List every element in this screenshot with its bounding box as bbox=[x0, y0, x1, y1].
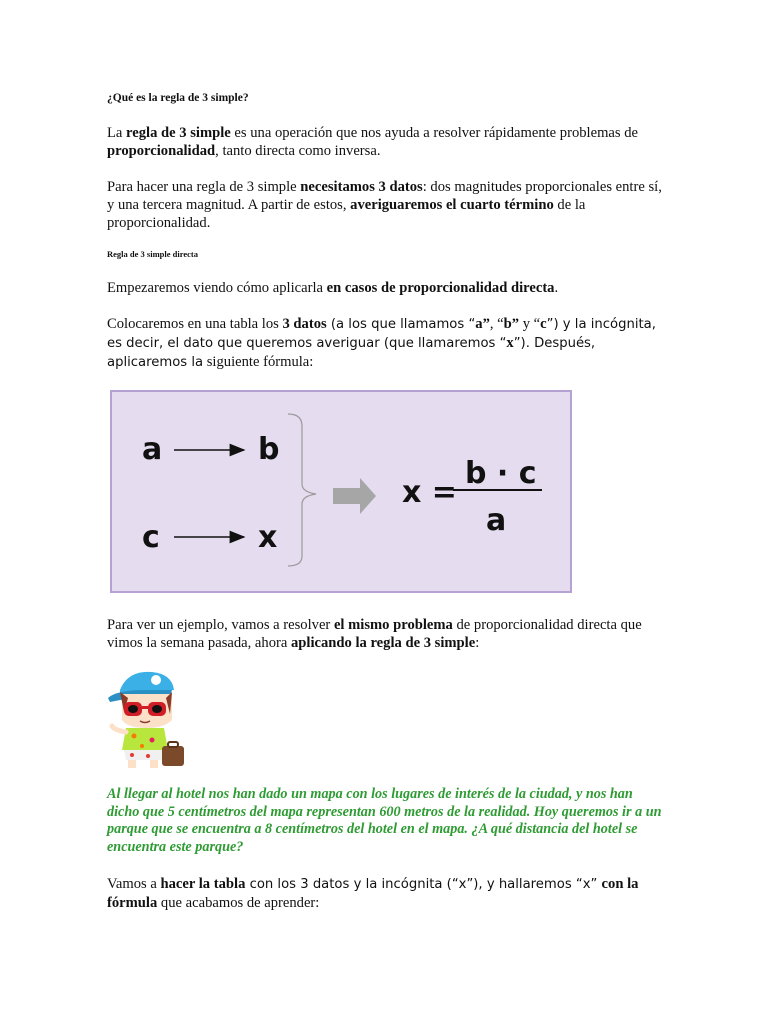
heading-what-is-rule: ¿Qué es la regla de 3 simple? bbox=[107, 92, 249, 104]
paragraph-direct-intro: Empezaremos viendo cómo aplicarla en casos de proporcionalidad directa. bbox=[107, 280, 559, 296]
tourist-boy-illustration bbox=[106, 668, 188, 770]
formula-diagram bbox=[110, 390, 572, 593]
label-a: a bbox=[142, 432, 163, 467]
right-arrow-icon bbox=[333, 478, 376, 514]
paragraph-example-intro: Para ver un ejemplo, vamos a resolver el mismo problema de proporcionalidad directa que vimos la semana pasada, ahora aplicando la regla de 3 simple: bbox=[107, 617, 642, 651]
heading-direct-rule: Regla de 3 simple directa bbox=[107, 249, 198, 259]
formula-denominator: a bbox=[486, 503, 507, 538]
brace bbox=[288, 414, 316, 566]
label-b: b bbox=[258, 432, 280, 467]
formula-lhs: x = bbox=[402, 475, 457, 510]
paragraph-three-data: Para hacer una regla de 3 simple necesitamos 3 datos: dos magnitudes proporcionales entre sí, y una tercera magnitud. A partir de estos, averiguaremos el cuarto término de la proporcionalidad. bbox=[107, 179, 662, 231]
paragraph-make-table: Vamos a hacer la tabla con los 3 datos y la incógnita (“x”), y hallaremos “x” con la fórmula que acabamos de aprender: bbox=[107, 876, 639, 911]
label-x: x bbox=[258, 520, 278, 555]
formula-numerator: b · c bbox=[465, 456, 537, 491]
paragraph-table-data: Colocaremos en una tabla los 3 datos (a los que llamamos “a”, “b” y “c”) y la incógnita, es decir, el dato que queremos averiguar (que llamaremos “x”). Después, aplicaremos la siguiente fórmula: bbox=[107, 316, 656, 370]
story-problem: Al llegar al hotel nos han dado un mapa con los lugares de interés de la ciudad, y nos han dicho que 5 centímetros del mapa representan 600 metros de la realidad. Hoy queremos ir a un parque que se encuentra a 8 centímetros del hotel en el mapa. ¿A qué distancia del hotel se encuentra este parque? bbox=[107, 786, 662, 855]
label-c: c bbox=[142, 520, 160, 555]
formula-svg bbox=[112, 392, 574, 595]
paragraph-definition: La regla de 3 simple es una operación que nos ayuda a resolver rápidamente problemas de proporcionalidad, tanto directa como inversa. bbox=[107, 125, 639, 159]
